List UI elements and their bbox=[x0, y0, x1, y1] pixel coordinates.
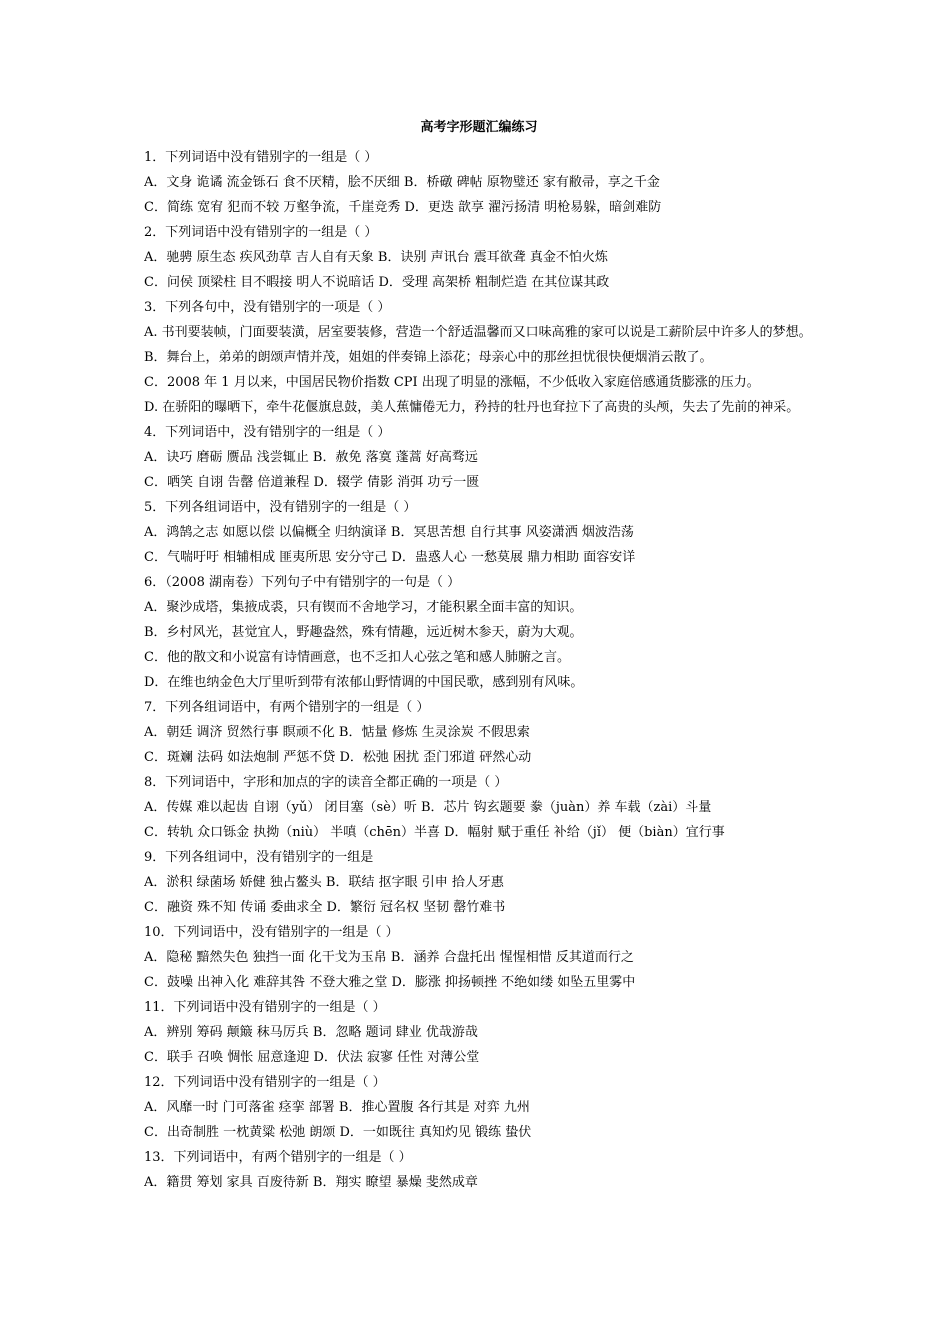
text-line: C．哂笑 自诩 告罄 倍道兼程 D．辍学 倩影 消弭 功亏一匮 bbox=[144, 475, 480, 490]
text-line: 7．下列各组词语中，有两个错别字的一组是（ ） bbox=[144, 700, 430, 715]
text-line: 8．下列词语中，字形和加点的字的读音全都正确的一项是（ ） bbox=[144, 775, 508, 790]
text-line: A. 书刊要装帧，门面要装潢，居室要装修，营造一个舒适温馨而又口味高雅的家可以说是工薪阶层中许多人的梦想。 bbox=[144, 325, 812, 340]
text-line: B．乡村风光，甚觉宜人，野趣盎然，殊有情趣，远近树木参天，蔚为大观。 bbox=[144, 625, 583, 640]
text-line: C．融资 殊不知 传诵 委曲求全 D．繁衍 冠名权 坚韧 罄竹难书 bbox=[144, 900, 506, 915]
text-line: A．籍贯 筹划 家具 百废待新 B．翔实 瞭望 暴燥 斐然成章 bbox=[144, 1175, 478, 1190]
text-line: 1．下列词语中没有错别字的一组是（ ） bbox=[144, 150, 378, 165]
text-line: C．气喘吁吁 相辅相成 匪夷所思 安分守己 D．蛊惑人心 一愁莫展 鼎力相助 面容安详 bbox=[144, 550, 636, 565]
question-list bbox=[144, 145, 814, 1195]
text-line: C．鼓噪 出神入化 难辞其咎 不登大雅之堂 D．膨涨 抑扬顿挫 不绝如缕 如坠五里雾中 bbox=[144, 975, 636, 990]
text-line: A．聚沙成塔，集掖成裘，只有锲而不舍地学习，才能积累全面丰富的知识。 bbox=[144, 600, 583, 615]
text-line: 5．下列各组词语中，没有错别字的一组是（ ） bbox=[144, 500, 417, 515]
text-line: 6．（2008 湖南卷）下列句子中有错别字的一句是（ ） bbox=[144, 575, 461, 590]
text-line: D．在维也纳金色大厅里听到带有浓郁山野情调的中国民歌，感到别有风味。 bbox=[144, 675, 584, 690]
text-line: A．鸿鹄之志 如愿以偿 以偏概全 归纳演译 B．冥思苦想 自行其事 风姿潇洒 烟波浩荡 bbox=[144, 525, 634, 540]
text-line: C．出奇制胜 一枕黄粱 松弛 朗颂 D．一如既往 真知灼见 锻练 蛰伏 bbox=[144, 1125, 532, 1140]
text-line: A．朝廷 调济 贸然行事 瞑顽不化 B．惦量 修炼 生灵涂炭 不假思索 bbox=[144, 725, 530, 740]
text-line: A．风靡一时 门可落雀 痉挛 部署 B．推心置腹 各行其是 对弈 九州 bbox=[144, 1100, 530, 1115]
text-line: C．他的散文和小说富有诗情画意，也不乏扣人心弦之笔和感人肺腑之言。 bbox=[144, 650, 570, 665]
text-line: A．辨别 筹码 颠簸 秣马厉兵 B．忽略 题词 肆业 优哉游哉 bbox=[144, 1025, 478, 1040]
text-line: 13．下列词语中，有两个错别字的一组是（ ） bbox=[144, 1150, 412, 1165]
text-line: A．隐秘 黯然失色 独挡一面 化干戈为玉帛 B．涵养 合盘托出 惺惺相惜 反其道而行之 bbox=[144, 950, 634, 965]
text-line: C．转轨 众口铄金 执拗（niù） 半嗔（chēn）半喜 D．幅射 赋于重任 补给（jǐ） 便（biàn）宜行事 bbox=[144, 825, 725, 840]
text-line: 9．下列各组词中，没有错别字的一组是 bbox=[144, 850, 374, 865]
text-line: C．问侯 顶梁柱 目不暇接 明人不说暗话 D．受理 高架桥 粗制烂造 在其位谋其政 bbox=[144, 275, 610, 290]
document-title: 高考字形题汇编练习 bbox=[420, 120, 538, 135]
text-line: A．传媒 难以起齿 自诩（yǔ） 闭目塞（sè）听 B．芯片 钩玄题要 豢（juàn）养 车载（zài）斗量 bbox=[144, 800, 712, 815]
text-line: C．斑斓 法码 如法炮制 严惩不贷 D．松弛 困扰 歪门邪道 砰然心动 bbox=[144, 750, 532, 765]
text-line: C．简练 宽宥 犯而不较 万壑争流，千崖竞秀 D．更迭 歆享 濯污扬清 明枪易躲，暗剑难防 bbox=[144, 200, 662, 215]
text-line: 4．下列词语中，没有错别字的一组是（ ） bbox=[144, 425, 391, 440]
text-line: 12．下列词语中没有错别字的一组是（ ） bbox=[144, 1075, 386, 1090]
text-line: 11．下列词语中没有错别字的一组是（ ） bbox=[144, 1000, 386, 1015]
text-line: A．诀巧 磨砺 赝品 浅尝辄止 B．赦免 落寞 蓬蒿 好高骛远 bbox=[144, 450, 478, 465]
text-line: D. 在骄阳的曝晒下，牵牛花偃旗息鼓，美人蕉慵倦无力，矜持的牡丹也耷拉下了高贵的头颅，失去了先前的神采。 bbox=[144, 400, 800, 415]
text-line: C．联手 召唤 惆怅 屈意逢迎 D．伏法 寂寥 任性 对薄公堂 bbox=[144, 1050, 480, 1065]
text-line: B．舞台上，弟弟的朗颂声情并茂，姐姐的伴奏锦上添花；母亲心中的那丝担忧很快便烟消云散了。 bbox=[144, 350, 713, 365]
text-line: A．淤积 绿菌场 娇健 独占鳌头 B．联结 抠字眼 引申 拾人牙惠 bbox=[144, 875, 504, 890]
document-page bbox=[144, 120, 814, 1195]
text-line: A．文身 诡谲 流金铄石 食不厌精，脍不厌细 B．桥礅 碑帖 原物璧还 家有敝帚，享之千金 bbox=[144, 175, 660, 190]
text-line: C．2008 年 1 月以来，中国居民物价指数 CPI 出现了明显的涨幅，不少低收入家庭倍感通货膨涨的压力。 bbox=[144, 375, 760, 390]
text-line: 2．下列词语中没有错别字的一组是（ ） bbox=[144, 225, 378, 240]
text-line: 10．下列词语中，没有错别字的一组是（ ） bbox=[144, 925, 399, 940]
text-line: 3．下列各句中，没有错别字的一项是（ ） bbox=[144, 300, 391, 315]
text-line: A．驰骋 原生态 疾风劲草 吉人自有天象 B．诀别 声讯台 震耳欲聋 真金不怕火炼 bbox=[144, 250, 608, 265]
